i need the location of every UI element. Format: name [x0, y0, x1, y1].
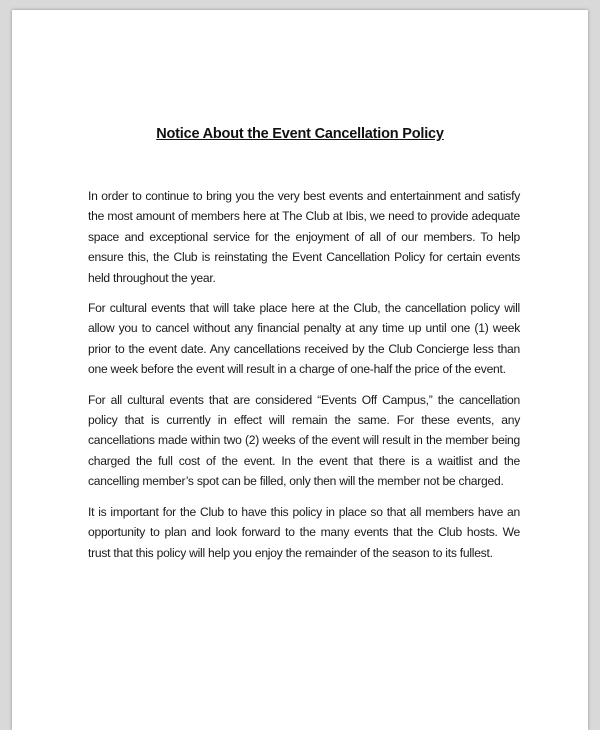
document-body	[88, 186, 520, 573]
document-title: Notice About the Event Cancellation Policy	[156, 126, 444, 142]
paragraph-intro: In order to continue to bring you the very best events and entertainment and satisfy the most amount of members here at The Club at Ibis, we need to provide adequate space and exceptional service for the enjoyment of all of our members. To help ensure this, the Club is reinstating the Event Cancellation Policy for certain events held throughout the year.	[88, 189, 520, 285]
paragraph-closing: It is important for the Club to have this policy in place so that all members have an opportunity to plan and look forward to the many events that the Club hosts. We trust that this policy will help you enjoy the remainder of the season to its fullest.	[88, 504, 520, 560]
paragraph-events-off-campus: For all cultural events that are considered “Events Off Campus,” the cancellation policy that is currently in effect will remain the same. For these events, any cancellations made within two (2) weeks of the event will result in the member being charged the full cost of the event. In the event that there is a waitlist and the cancelling member’s spot can be filled, only then will the member not be charged.	[88, 392, 520, 489]
paragraph-cultural-events: For cultural events that will take place here at the Club, the cancellation policy will allow you to cancel without any financial penalty at any time up until one (1) week prior to the event date. Any cancellations received by the Club Concierge less than one week before the event will result in a charge of one-half the price of the event.	[88, 301, 520, 377]
document-page	[12, 10, 588, 730]
